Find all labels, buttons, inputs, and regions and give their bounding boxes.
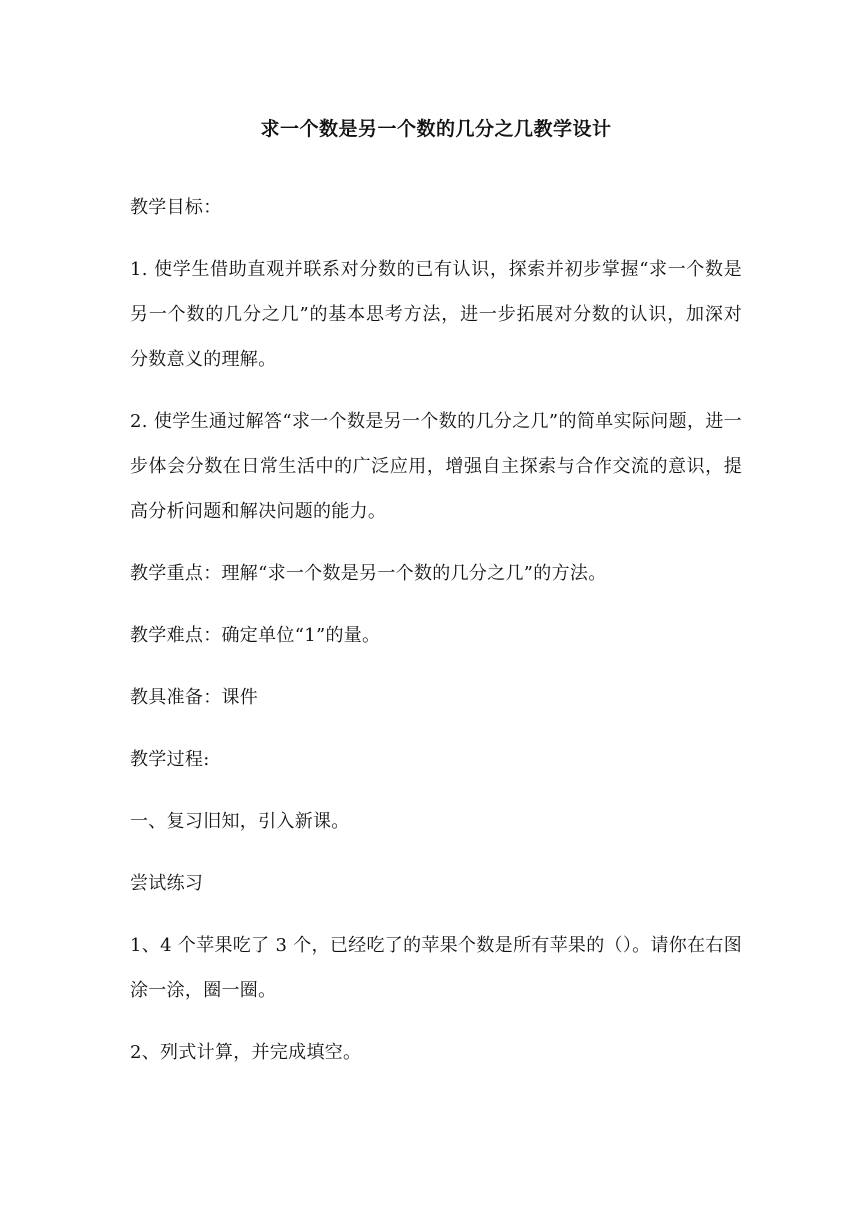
- exercise-2-paragraph: 2、列式计算，并完成填空。: [130, 1042, 362, 1063]
- document-body: [130, 118, 742, 1092]
- section-heading-objectives: 教学目标：: [130, 197, 222, 218]
- exercise-1-paragraph: 1、4 个苹果吃了 3 个，已经吃了的苹果个数是所有苹果的（）。请你在右图涂一涂，圈一圈。: [130, 935, 742, 1001]
- document-title: 求一个数是另一个数的几分之几教学设计: [260, 118, 612, 140]
- difficulty-paragraph: 教学难点：确定单位“1”的量。: [130, 625, 381, 646]
- objective-paragraph-1: 1. 使学生借助直观并联系对分数的已有认识，探索并初步掌握“求一个数是另一个数的几分之几”的基本思考方法，进一步拓展对分数的认识，加深对分数意义的理解。: [130, 259, 742, 370]
- step-one-heading: 一、复习旧知，引入新课。: [130, 811, 350, 832]
- objective-paragraph-2: 2. 使学生通过解答“求一个数是另一个数的几分之几”的简单实际问题，进一步体会分数在日常生活中的广泛应用，增强自主探索与合作交流的意识，提高分析问题和解决问题的能力。: [130, 411, 742, 522]
- materials-paragraph: 教具准备：课件: [130, 687, 259, 708]
- practice-heading: 尝试练习: [130, 873, 204, 894]
- section-heading-process: 教学过程:: [130, 749, 210, 770]
- key-point-paragraph: 教学重点：理解“求一个数是另一个数的几分之几”的方法。: [130, 563, 607, 584]
